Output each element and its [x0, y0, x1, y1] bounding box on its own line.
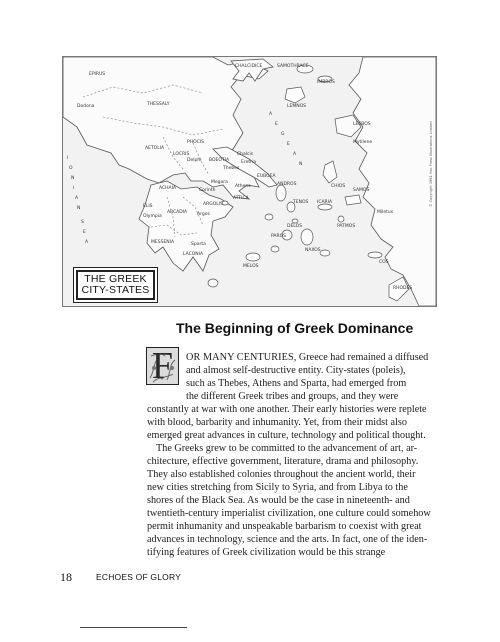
map-label-tenos: TENOS — [293, 200, 309, 205]
body-line-15: advances in technology, science and the arts. In fact, one of the iden- — [147, 534, 428, 545]
map-label-thebes: Thebes — [223, 166, 240, 171]
map-label-lemnos: LEMNOS — [287, 104, 306, 109]
map-label-eretria: Eretria — [241, 160, 256, 165]
map-label-phocis: PHOCIS — [187, 140, 204, 145]
map-title-line-1: THE GREEK — [84, 273, 147, 285]
map-label-laconia: LACONIA — [183, 252, 204, 257]
body-line-1 — [186, 351, 428, 364]
map-label-delos: DELOS — [287, 224, 303, 229]
island-kythera — [208, 279, 218, 287]
map-label-samothrace: SAMOTHRACE — [277, 64, 309, 69]
section-heading: The Beginning of Greek Dominance — [176, 320, 414, 336]
map-drawing — [63, 57, 436, 306]
body-line-3: such as Thebes, Athens and Sparta, had emerged from — [186, 378, 407, 389]
island-chios — [323, 161, 337, 183]
map-label-aegean-4: E — [287, 142, 290, 147]
island-melos — [246, 253, 260, 261]
body-line-11: new cities stretching from Sicily to Syria, and from Libya to the — [147, 482, 408, 493]
map-label-olympia: Olympia — [143, 214, 162, 219]
body-line-12: shores of the Black Sea. As would be the case in nineteenth- and — [147, 495, 410, 506]
body-line-6: with blood, barbarity and inhumanity. Yet, from their midst also — [147, 417, 407, 428]
asia-minor-landmass — [349, 57, 436, 306]
map-label-melos: MELOS — [243, 264, 259, 269]
lead-in-small-caps: OR MANY CENTURIES, — [186, 352, 297, 363]
map-label-locris: LOCRIS — [173, 152, 190, 157]
peloponnese-landmass — [139, 181, 233, 271]
map-label-megara: Megara — [211, 180, 228, 185]
island-delos — [292, 219, 298, 223]
map-label-aegean-5: A — [293, 152, 297, 157]
map-label-epirus: EPIRUS — [89, 72, 106, 77]
map-label-elis: ELIS — [143, 204, 153, 209]
map-label-icaria: ICARIA — [317, 200, 333, 205]
drop-cap-letter: F — [151, 345, 174, 387]
map-label-andros: ANDROS — [277, 182, 297, 187]
running-head: ECHOES OF GLORY — [96, 572, 182, 582]
map-label-sparta: Sparta — [191, 242, 206, 247]
body-line-10: They also established colonies throughout the ancient world, their — [147, 469, 416, 480]
page-number: 18 — [60, 570, 72, 584]
body-line-7: emerged great advances in culture, technology and political thought. — [147, 430, 426, 441]
body-line-16: tifying features of Greek civilization would be this strange — [147, 547, 386, 558]
island-cos — [368, 252, 382, 258]
body-line-13: twentieth-century imperialist civilization, one culture could somehow — [147, 508, 431, 519]
body-line-9: chitecture, effective government, literature, drama and philosophy. — [147, 456, 419, 467]
map-label-aegean-2: E — [275, 122, 278, 127]
map-label-chalcis: Chalcis — [237, 152, 254, 157]
body-line-8: The Greeks grew to be committed to the advancement of art, ar- — [156, 443, 418, 454]
map-label-dodona: Dodona — [77, 104, 95, 109]
island-andros — [276, 185, 286, 201]
map-label-patmos: PATMOS — [337, 224, 356, 229]
map-label-miletus: Miletus — [377, 210, 394, 215]
map-label-paros: PAROS — [271, 234, 287, 239]
map-label-ionian-5: A — [75, 196, 79, 201]
map-label-attica: ATTICA — [233, 196, 249, 201]
island-naxos — [301, 229, 313, 245]
map-greek-city-states — [62, 56, 437, 307]
map-label-rhodes: RHODES — [393, 286, 413, 291]
map-label-messenia: MESSENIA — [151, 240, 175, 245]
map-label-imbros: IMBROS — [317, 80, 335, 85]
map-label-aetolia: AETOLIA — [145, 146, 165, 151]
map-label-lesbos: LESBOS — [353, 122, 371, 127]
map-label-delphi: Delphi — [187, 158, 202, 163]
map-label-chalcidice: CHALCIDICE — [235, 64, 263, 69]
map-label-euboea: EUBOEA — [257, 174, 276, 179]
footer-rule — [80, 627, 187, 628]
body-line-2: and almost self-destructive entity. City-states (poleis), — [186, 365, 406, 376]
island-small-2 — [271, 246, 279, 252]
map-credit: © Copyright 1991 Hoc Press Illustrations Limited — [429, 121, 433, 207]
map-label-ionian-9: A — [85, 240, 89, 245]
map-label-ionian-3: N — [71, 176, 75, 181]
map-label-cos: COS — [379, 260, 389, 265]
map-label-ionian-8: E — [83, 230, 86, 235]
island-small-3 — [320, 250, 330, 256]
map-label-aegean-1: A — [269, 112, 273, 117]
line-1-text: Greece had remained a diffused — [296, 352, 429, 363]
map-label-mytilene: Mytilene — [353, 140, 373, 145]
map-label-naxos: NAXOS — [305, 248, 321, 253]
island-small-1 — [265, 214, 273, 220]
map-label-samos: SAMOS — [353, 188, 370, 193]
island-patmos — [338, 216, 344, 222]
body-line-4: the different Greek tribes and groups, and they were — [186, 391, 399, 402]
map-label-argos: Argos — [197, 212, 210, 217]
island-samos — [345, 195, 361, 205]
island-lemnos — [285, 87, 305, 103]
map-label-ionian-1: I — [67, 156, 69, 161]
map-label-ionian-6: N — [77, 206, 81, 211]
map-label-thessaly: THESSALY — [147, 102, 170, 107]
body-line-5: constantly at war with one another. Their early histories were replete — [147, 404, 427, 415]
map-title-line-2: CITY-STATES — [81, 284, 150, 296]
map-label-argolis: ARGOLIS — [203, 202, 223, 207]
map-label-ionian-4: I — [73, 186, 75, 191]
decorative-drop-cap — [146, 347, 179, 385]
map-label-boeotia: BOEOTIA — [209, 158, 230, 163]
map-label-athens: Athens — [235, 184, 251, 189]
map-label-arcadia: ARCADIA — [167, 210, 188, 215]
map-label-achaia: ACHAIA — [159, 186, 177, 191]
map-label-ionian-2: O — [69, 166, 73, 171]
map-label-chios: CHIOS — [331, 184, 346, 189]
map-label-ionian-7: S — [81, 220, 84, 225]
map-label-aegean-6: N — [299, 162, 303, 167]
body-line-14: permit inhumanity and unspeakable barbarism to coexist with great — [147, 521, 422, 532]
map-label-aegean-3: G — [281, 132, 285, 137]
map-label-corinth: Corinth — [199, 188, 216, 193]
map-title-box — [76, 270, 155, 300]
